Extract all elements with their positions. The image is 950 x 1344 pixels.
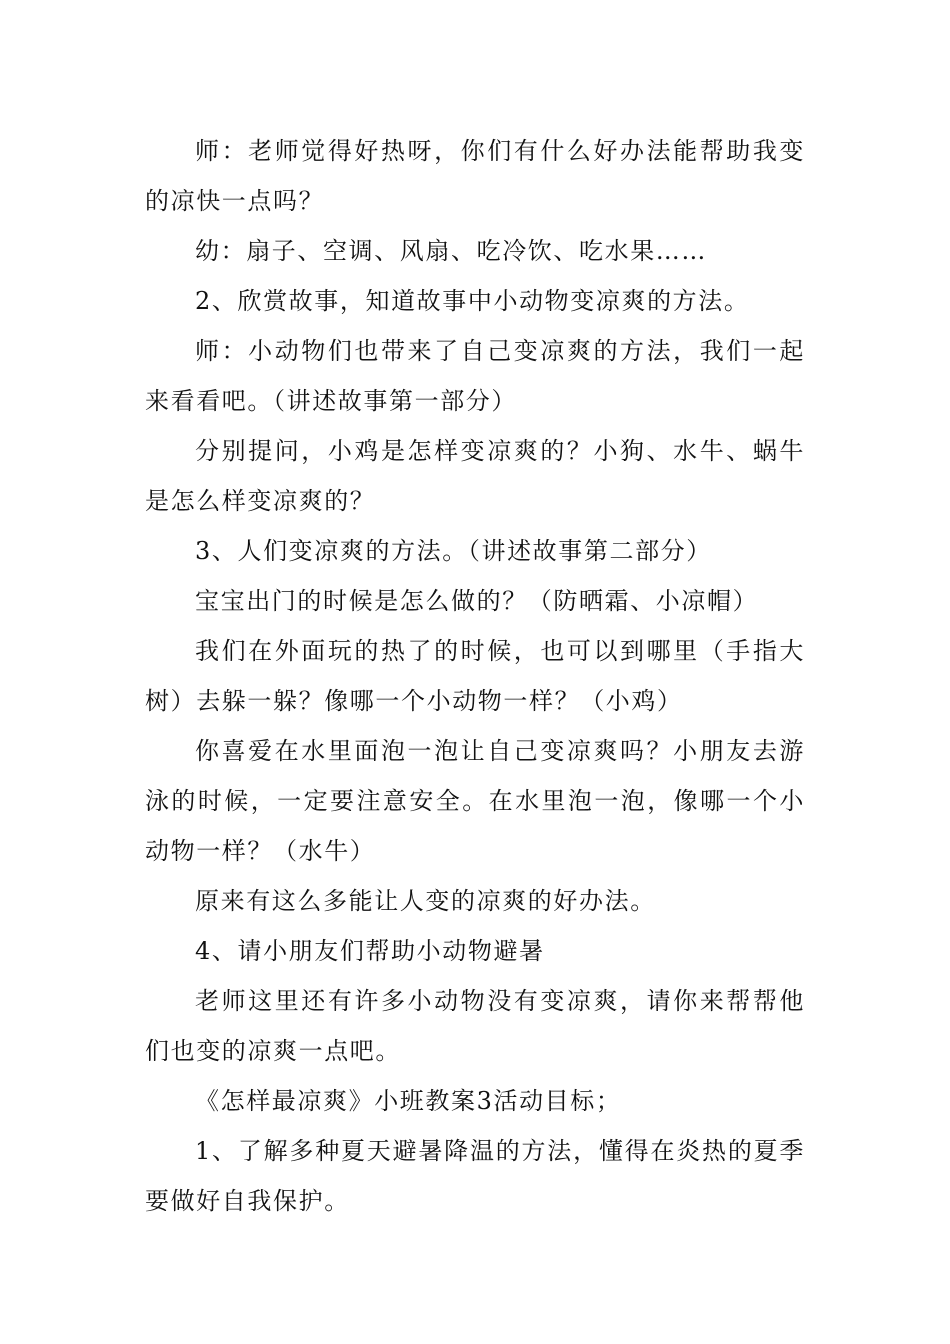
paragraph-children-answer: 幼：扇子、空调、风扇、吃冷饮、吃水果…… — [195, 237, 707, 265]
paragraph-lesson-3-title: 《怎样最凉爽》小班教案3活动目标； — [195, 1087, 622, 1115]
paragraph-goal-1: 1、了解多种夏天避暑降温的方法，懂得在炎热的夏季要做好自我保护。 — [145, 1137, 805, 1215]
paragraph-shade: 我们在外面玩的热了的时候，也可以到哪里（手指大树）去躲一躲？像哪一个小动物一样？（小鸡） — [145, 637, 805, 715]
document-body — [145, 126, 805, 1226]
paragraph-step-2-heading: 2、欣赏故事，知道故事中小动物变凉爽的方法。 — [195, 287, 750, 315]
paragraph-story-part-1: 师：小动物们也带来了自己变凉爽的方法，我们一起来看看吧。（讲述故事第一部分） — [145, 337, 805, 415]
paragraph-summary: 原来有这么多能让人变的凉爽的好办法。 — [195, 887, 656, 915]
paragraph-step-3-heading: 3、人们变凉爽的方法。（讲述故事第二部分） — [195, 537, 712, 565]
paragraph-step-4-heading: 4、请小朋友们帮助小动物避暑 — [195, 937, 545, 965]
paragraph-help-animals: 老师这里还有许多小动物没有变凉爽，请你来帮帮他们也变的凉爽一点吧。 — [145, 987, 805, 1065]
paragraph-swimming: 你喜爱在水里面泡一泡让自己变凉爽吗？小朋友去游泳的时候，一定要注意安全。在水里泡一泡，像哪一个小动物一样？（水牛） — [145, 737, 805, 865]
paragraph-teacher-question: 师：老师觉得好热呀，你们有什么好办法能帮助我变的凉快一点吗？ — [145, 137, 805, 215]
paragraph-going-out: 宝宝出门的时候是怎么做的？（防晒霜、小凉帽） — [195, 587, 759, 615]
paragraph-animal-questions: 分别提问，小鸡是怎样变凉爽的？小狗、水牛、蜗牛是怎么样变凉爽的？ — [145, 437, 805, 515]
